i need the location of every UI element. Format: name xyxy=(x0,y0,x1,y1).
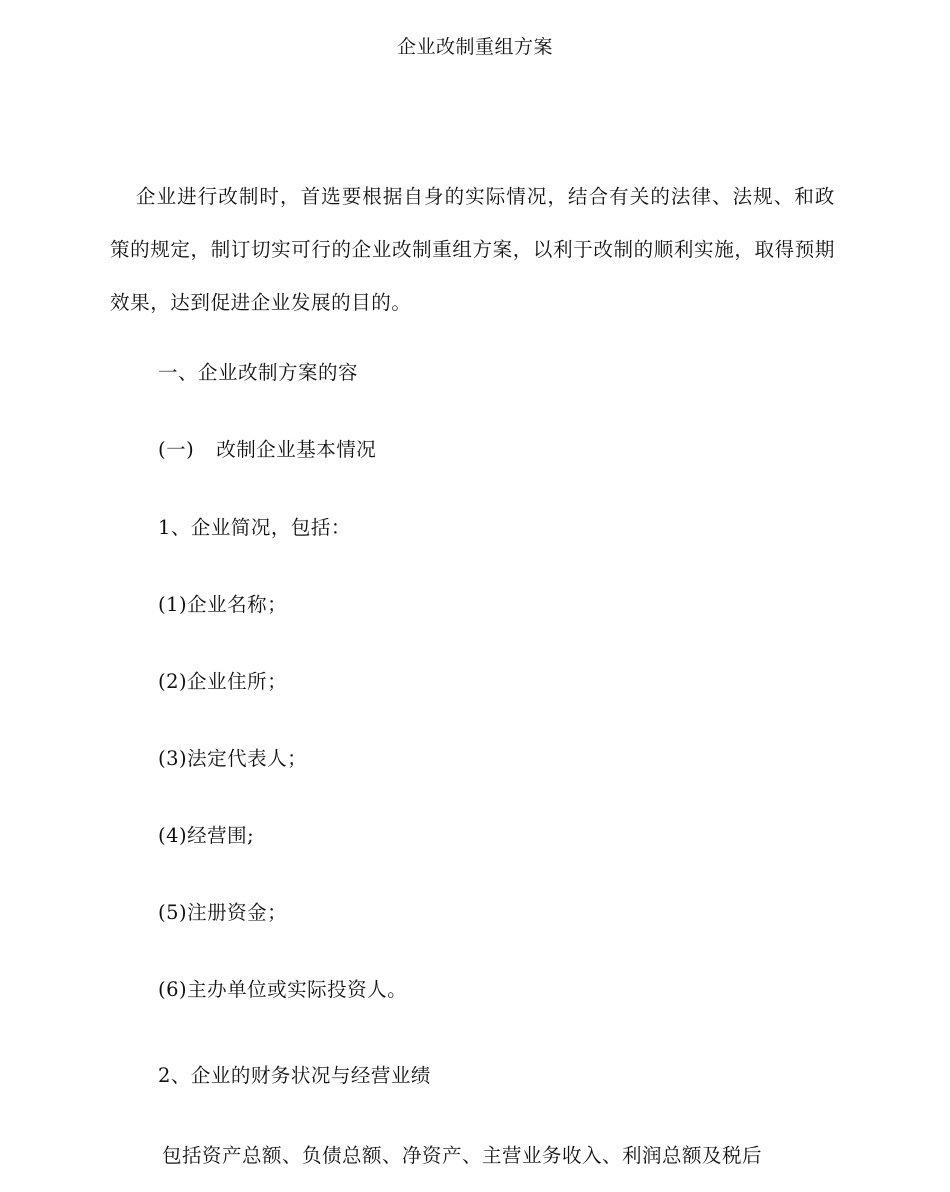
subsection-title: 改制企业基本情况 xyxy=(216,438,377,461)
body-text-line: 包括资产总额、负债总额、净资产、主营业务收入、利润总额及税后 xyxy=(162,1144,763,1167)
list-item: (5)注册资金； xyxy=(158,901,288,924)
section-heading: 一、企业改制方案的容 xyxy=(158,361,359,384)
list-item: (3)法定代表人； xyxy=(158,747,308,770)
list-item: (4)经营围; xyxy=(158,824,255,847)
list-item: (2)企业住所； xyxy=(158,670,288,693)
intro-paragraph: 企业进行改制时，首选要根据自身的实际情况，结合有关的法律、法规、和政策的规定，制订切实可行的企业改制重组方案，以利于改制的顺利实施，取得预期效果，达到促进企业发展的目的。 xyxy=(110,185,835,314)
list-item: (1)企业名称； xyxy=(158,593,288,616)
item-heading: 2、企业的财务状况与经营业绩 xyxy=(158,1064,431,1087)
subsection-marker: (一) xyxy=(158,438,195,461)
subsection-heading xyxy=(158,434,376,462)
list-item: (6)主办单位或实际投资人。 xyxy=(158,978,408,1001)
item-heading: 1、企业简况，包括： xyxy=(158,516,351,539)
document-title: 企业改制重组方案 xyxy=(396,36,553,58)
